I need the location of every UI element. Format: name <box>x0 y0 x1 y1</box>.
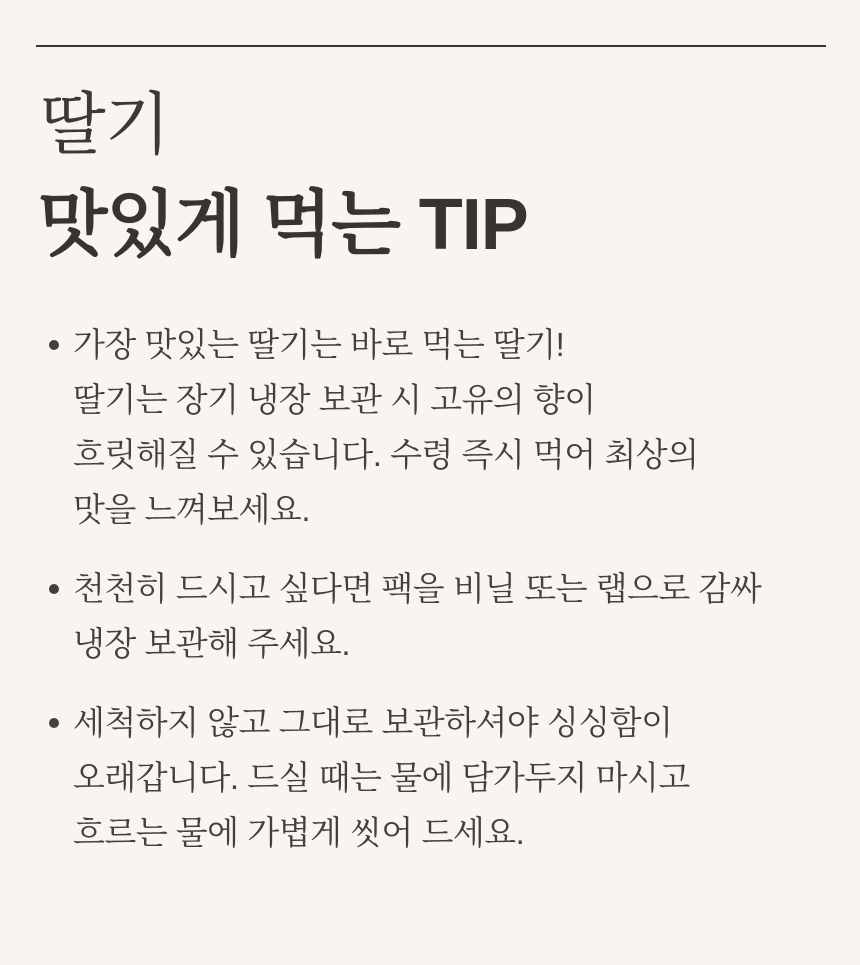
tip-line: 오래갑니다. 드실 때는 물에 담가두지 마시고 <box>73 759 690 796</box>
product-name: 딸기 <box>40 87 170 163</box>
tip-line: 냉장 보관해 주세요. <box>73 625 351 662</box>
tip-item <box>36 695 826 860</box>
tip-line: 맛을 느껴보세요. <box>73 491 310 528</box>
bullet-icon <box>49 584 59 594</box>
bullet-icon <box>49 340 59 350</box>
tip-line: 흐르는 물에 가볍게 씻어 드세요. <box>73 814 525 851</box>
tip-item <box>36 317 826 537</box>
bullet-icon <box>49 718 59 728</box>
section-title: 맛있게 먹는 TIP <box>38 185 528 265</box>
tip-line: 흐릿해질 수 있습니다. 수령 즉시 먹어 최상의 <box>73 436 699 473</box>
tip-line: 세척하지 않고 그대로 보관하셔야 싱싱함이 <box>73 704 673 741</box>
tip-line: 가장 맛있는 딸기는 바로 먹는 딸기! <box>73 326 565 363</box>
tips-list <box>36 317 826 860</box>
section-divider <box>36 45 826 47</box>
tip-line: 딸기는 장기 냉장 보관 시 고유의 향이 <box>73 381 596 418</box>
product-tip-section <box>0 45 860 965</box>
tip-item <box>36 561 826 671</box>
tip-line: 천천히 드시고 싶다면 팩을 비닐 또는 랩으로 감싸 <box>73 570 762 607</box>
